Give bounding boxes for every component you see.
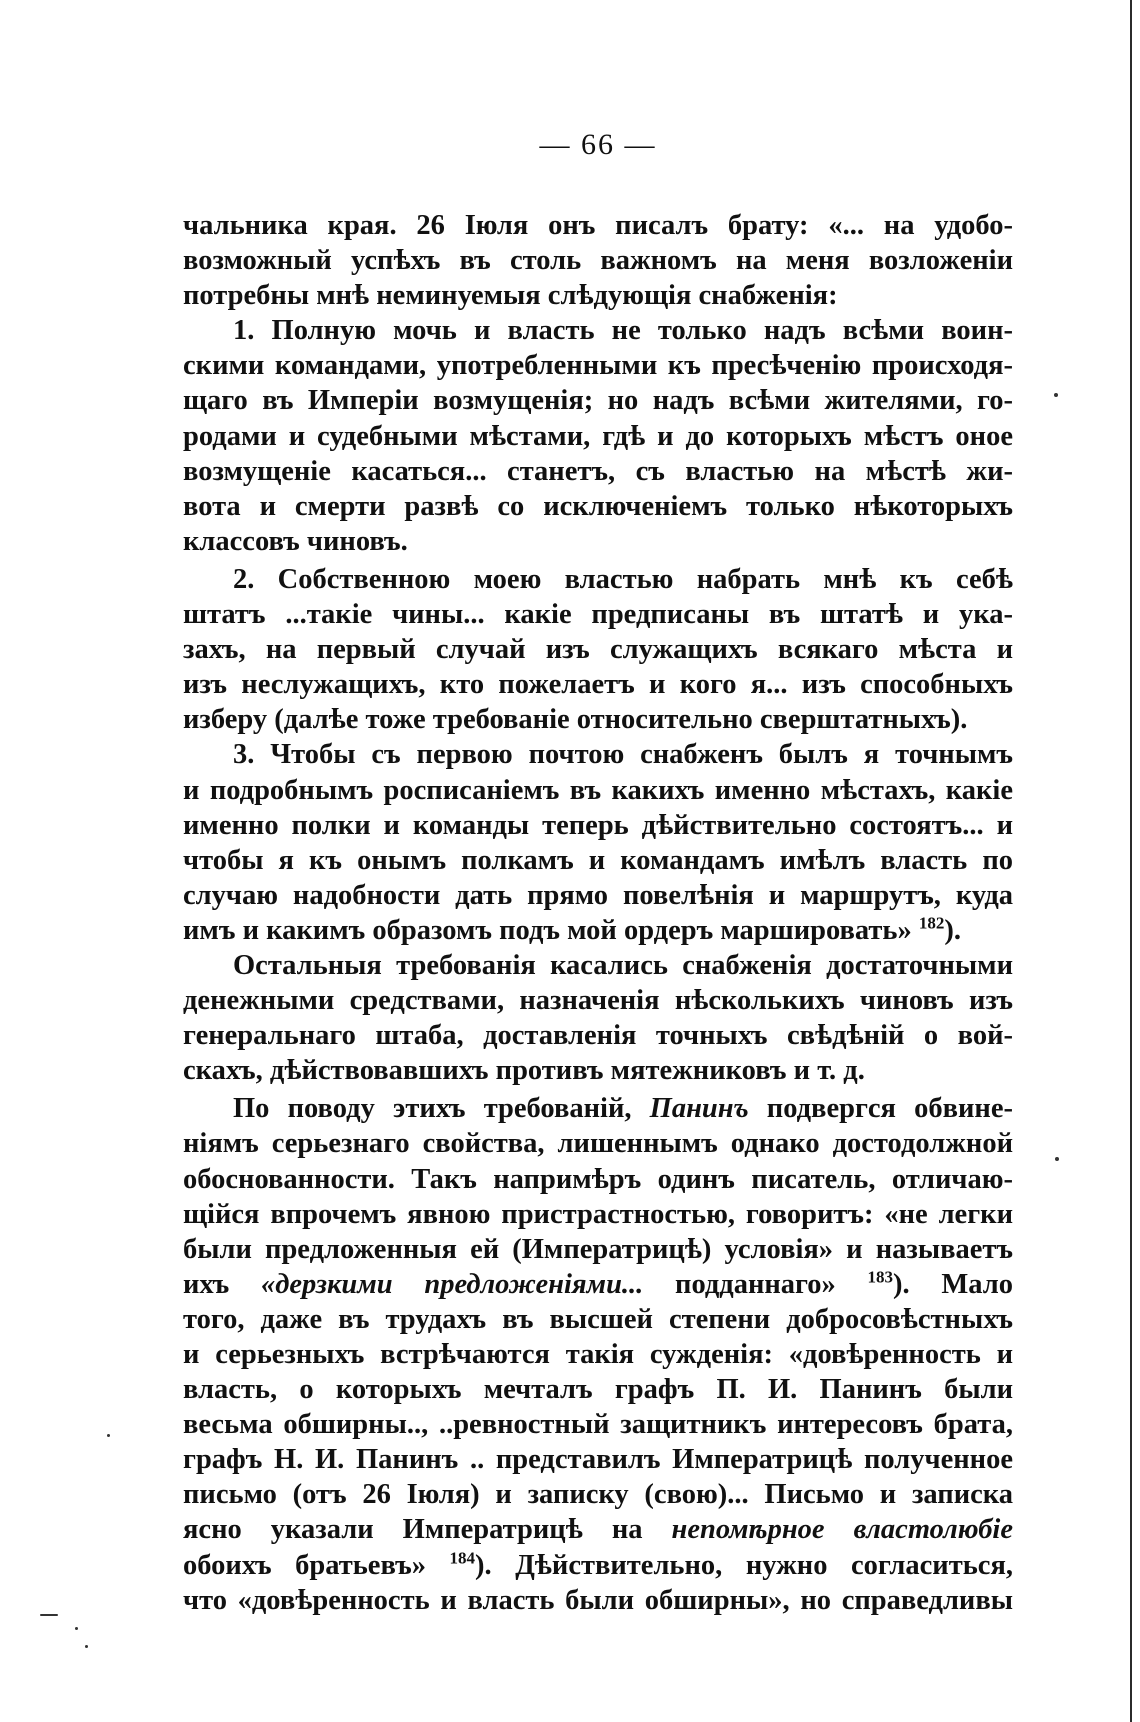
text-line-16: 3. Чтобы съ первою почтою снабженъ былъ я точнымъ bbox=[233, 739, 1013, 771]
text-line-21: имъ и какимъ образомъ подъ мой ордеръ маршировать» $^{182}$). bbox=[183, 913, 961, 946]
text-line-4: 1. Полную мочь и власть не только надъ всѣми воин- bbox=[233, 315, 1013, 347]
text-line-38: ясно указали Императрицѣ на непомѣрное властолюбіе bbox=[183, 1514, 1014, 1546]
text-line-8: возмущеніе касаться... станетъ, съ властью на мѣстѣ жи- bbox=[183, 455, 1013, 487]
text-line-27: ніямъ серьезнаго свойства, лишеннымъ однако достодолжной bbox=[183, 1128, 1013, 1160]
text-line-30: были предложенныя ей (Императрицѣ) условія» и называетъ bbox=[183, 1233, 1013, 1265]
text-line-15: изберу (далѣе тоже требованіе относительно сверштатныхъ). bbox=[183, 704, 968, 736]
page-number: — 66 — bbox=[539, 128, 657, 161]
text-line-22: Остальныя требованія касались снабженія достаточными bbox=[233, 949, 1013, 981]
text-line-25: скахъ, дѣйствовавшихъ противъ мятежниковъ и т. д. bbox=[183, 1055, 865, 1087]
text-line-24: генеральнаго штаба, доставленія точныхъ свѣдѣній о вой- bbox=[183, 1020, 1013, 1052]
text-line-19: чтобы я къ онымъ полкамъ и командамъ имѣлъ власть по bbox=[183, 844, 1013, 876]
text-line-14: изъ неслужащихъ, кто пожелаетъ и кого я... изъ способныхъ bbox=[183, 669, 1013, 701]
text-line-9: вота и смерти развѣ со исключеніемъ только нѣкоторыхъ bbox=[183, 490, 1013, 522]
footnote-ref-182: 182 bbox=[918, 913, 945, 933]
footnote-ref-184: 184 bbox=[449, 1548, 476, 1568]
page-edge bbox=[1130, 0, 1132, 1722]
text-line-33: и серьезныхъ встрѣчаются такія сужденія: «довѣренность и bbox=[183, 1339, 1013, 1370]
scan-speck bbox=[1054, 393, 1058, 397]
scan-speck bbox=[107, 1434, 110, 1437]
text-line-28: обоснованности. Такъ напримѣръ одинъ писатель, отличаю- bbox=[183, 1163, 1013, 1195]
italic-quote-derzkimi: «дерзкими предложеніями... bbox=[260, 1268, 644, 1300]
text-line-36: графъ Н. И. Панинъ .. представилъ Императрицѣ полученное bbox=[183, 1444, 1013, 1476]
text-line-40: что «довѣренность и власть были обширны», но справедливы bbox=[183, 1584, 1013, 1616]
text-line-17: и подробнымъ росписаніемъ въ какихъ именно мѣстахъ, какіе bbox=[183, 774, 1013, 806]
italic-phrase-vlastolyubie: непомѣрное властолюбіе bbox=[671, 1514, 1014, 1546]
document-page bbox=[183, 125, 1013, 1618]
text-line-6: щаго въ Имперіи возмущенія; но надъ всѣми жителями, го- bbox=[183, 385, 1013, 417]
text-line-34: власть, о которыхъ мечталъ графъ П. И. Панинъ были bbox=[183, 1374, 1013, 1406]
scan-speck bbox=[85, 1645, 88, 1648]
text-line-12: штатъ ...такіе чины... какіе предписаны въ штатѣ и ука- bbox=[183, 599, 1013, 631]
text-line-20: случаю надобности дать прямо повелѣнія и маршрутъ, куда bbox=[183, 879, 1013, 911]
text-line-35: весьма обширны.., ..ревностный защитникъ интересовъ брата, bbox=[183, 1409, 1013, 1441]
scan-speck bbox=[1055, 1157, 1059, 1161]
text-line-7: родами и судебными мѣстами, гдѣ и до которыхъ мѣстъ оное bbox=[183, 420, 1013, 452]
text-line-37: письмо (отъ 26 Іюля) и записку (свою)... Письмо и записка bbox=[183, 1479, 1013, 1511]
text-line-29: щійся впрочемъ явною пристрастностью, говоритъ: «не легки bbox=[183, 1198, 1013, 1230]
text-line-11: 2. Собственною моею властью набрать мнѣ къ себѣ bbox=[233, 563, 1013, 595]
text-line-26: По поводу этихъ требованій, Панинъ подвергся обвине- bbox=[233, 1093, 1013, 1125]
scan-speck bbox=[75, 1627, 78, 1630]
text-line-5: скими командами, употребленными къ пресѣченію происходя- bbox=[183, 350, 1013, 382]
italic-name-panin: Панинъ bbox=[649, 1093, 749, 1125]
text-line-31: ихъ «дерзкими предложеніями... подданнаго» $^{183}$). Мало bbox=[183, 1267, 1013, 1300]
text-line-3: потребны мнѣ неминуемыя слѣдующія снабженія: bbox=[183, 280, 838, 312]
text-line-23: денежными средствами, назначенія нѣсколькихъ чиновъ изъ bbox=[183, 985, 1013, 1017]
text-line-39: обоихъ братьевъ» $^{184}$). Дѣйствительно, нужно согласиться, bbox=[183, 1548, 1013, 1581]
scan-speck bbox=[40, 1614, 58, 1616]
text-line-2: возможный успѣхъ въ столь важномъ на меня возложеніи bbox=[183, 245, 1013, 277]
text-line-1: чальника края. 26 Іюля онъ писалъ брату: «... на удобо- bbox=[183, 210, 1013, 241]
text-line-10: классовъ чиновъ. bbox=[183, 525, 408, 557]
text-line-13: захъ, на первый случай изъ служащихъ всякаго мѣста и bbox=[183, 634, 1013, 666]
text-line-32: того, даже въ трудахъ въ высшей степени добросовѣстныхъ bbox=[183, 1303, 1013, 1335]
footnote-ref-183: 183 bbox=[867, 1267, 894, 1287]
text-line-18: именно полки и команды теперь дѣйствительно состоятъ... и bbox=[183, 809, 1013, 841]
